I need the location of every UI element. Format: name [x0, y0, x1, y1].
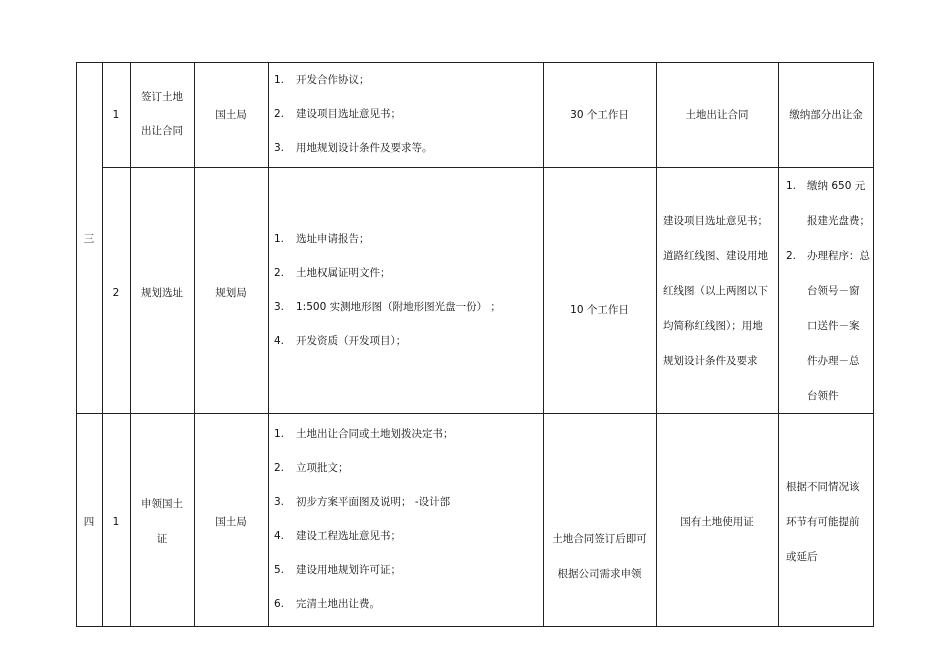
column-divider	[656, 62, 657, 627]
notes: 缴纳部分出让金	[789, 109, 863, 121]
time-limit: 土地合同签订后即可	[552, 533, 647, 545]
notes-line: 办理程序：总	[807, 250, 870, 262]
list-item: 6. 完清土地出让费。	[274, 598, 380, 610]
result-doc: 土地出让合同	[685, 109, 749, 121]
result-doc: 国有土地使用证	[680, 516, 754, 528]
item-name: 申领国土	[141, 498, 183, 510]
time-limit: 根据公司需求申领	[557, 568, 642, 580]
department: 国土局	[215, 109, 247, 121]
row-divider	[76, 413, 874, 414]
column-divider	[194, 62, 195, 627]
result-doc: 均简称红线图）；用地	[663, 320, 763, 332]
result-doc: 建设项目选址意见书；	[663, 215, 768, 227]
list-item: 3. 初步方案平面图及说明； -设计部	[274, 496, 451, 508]
result-doc: 红线图（以上两图以下	[663, 285, 768, 297]
list-item: 2. 建设项目选址意见书；	[274, 108, 401, 120]
materials-list	[274, 232, 501, 368]
list-item: 3. 1:500 实测地形图（附地形图光盘一份） ；	[274, 301, 501, 313]
item-name: 出让合同	[141, 125, 183, 137]
notes: 环节有可能提前	[786, 516, 860, 528]
notes-line: 报建光盘费；	[807, 215, 870, 227]
row-number: 1	[112, 516, 120, 528]
department: 国土局	[215, 516, 247, 528]
group-label: 四	[83, 516, 95, 528]
list-item: 2. 土地权属证明文件；	[274, 267, 391, 279]
column-divider	[102, 62, 103, 627]
row-number: 1	[112, 109, 120, 121]
item-name: 证	[156, 533, 168, 545]
result-doc: 规划设计条件及要求	[663, 355, 758, 367]
department: 规划局	[215, 287, 247, 299]
group-label: 三	[83, 233, 95, 245]
list-item: 2. 立项批文；	[274, 462, 349, 474]
column-divider	[778, 62, 779, 627]
item-name: 签订土地	[141, 91, 183, 103]
notes: 或延后	[786, 551, 818, 563]
row-divider	[102, 167, 874, 168]
notes-line: 口送件－案	[807, 320, 860, 332]
row-number: 2	[112, 287, 120, 299]
list-number: 2.	[786, 250, 797, 262]
column-divider	[268, 62, 269, 627]
list-number: 1.	[786, 180, 797, 192]
list-item: 4. 建设工程选址意见书；	[274, 530, 401, 542]
notes: 根据不同情况该	[786, 481, 860, 493]
list-item: 1. 选址申请报告；	[274, 233, 370, 245]
list-item: 4. 开发资质（开发项目）；	[274, 335, 407, 347]
notes-line: 台领号－窗	[807, 285, 860, 297]
notes-line: 缴纳 650 元	[807, 180, 866, 192]
item-name: 规划选址	[141, 287, 183, 299]
list-item: 3. 用地规划设计条件及要求等。	[274, 142, 433, 154]
list-item: 1. 开发合作协议；	[274, 74, 370, 86]
notes-line: 件办理－总	[807, 355, 860, 367]
time-limit: 30 个工作日	[570, 109, 629, 121]
notes-line: 台领件	[807, 390, 839, 402]
materials-list	[274, 73, 433, 175]
time-limit: 10 个工作日	[570, 304, 629, 316]
materials-list	[274, 427, 454, 631]
list-item: 5. 建设用地规划许可证；	[274, 564, 401, 576]
result-doc: 道路红线图、建设用地	[663, 250, 768, 262]
list-item: 1. 土地出让合同或土地划拨决定书；	[274, 428, 454, 440]
